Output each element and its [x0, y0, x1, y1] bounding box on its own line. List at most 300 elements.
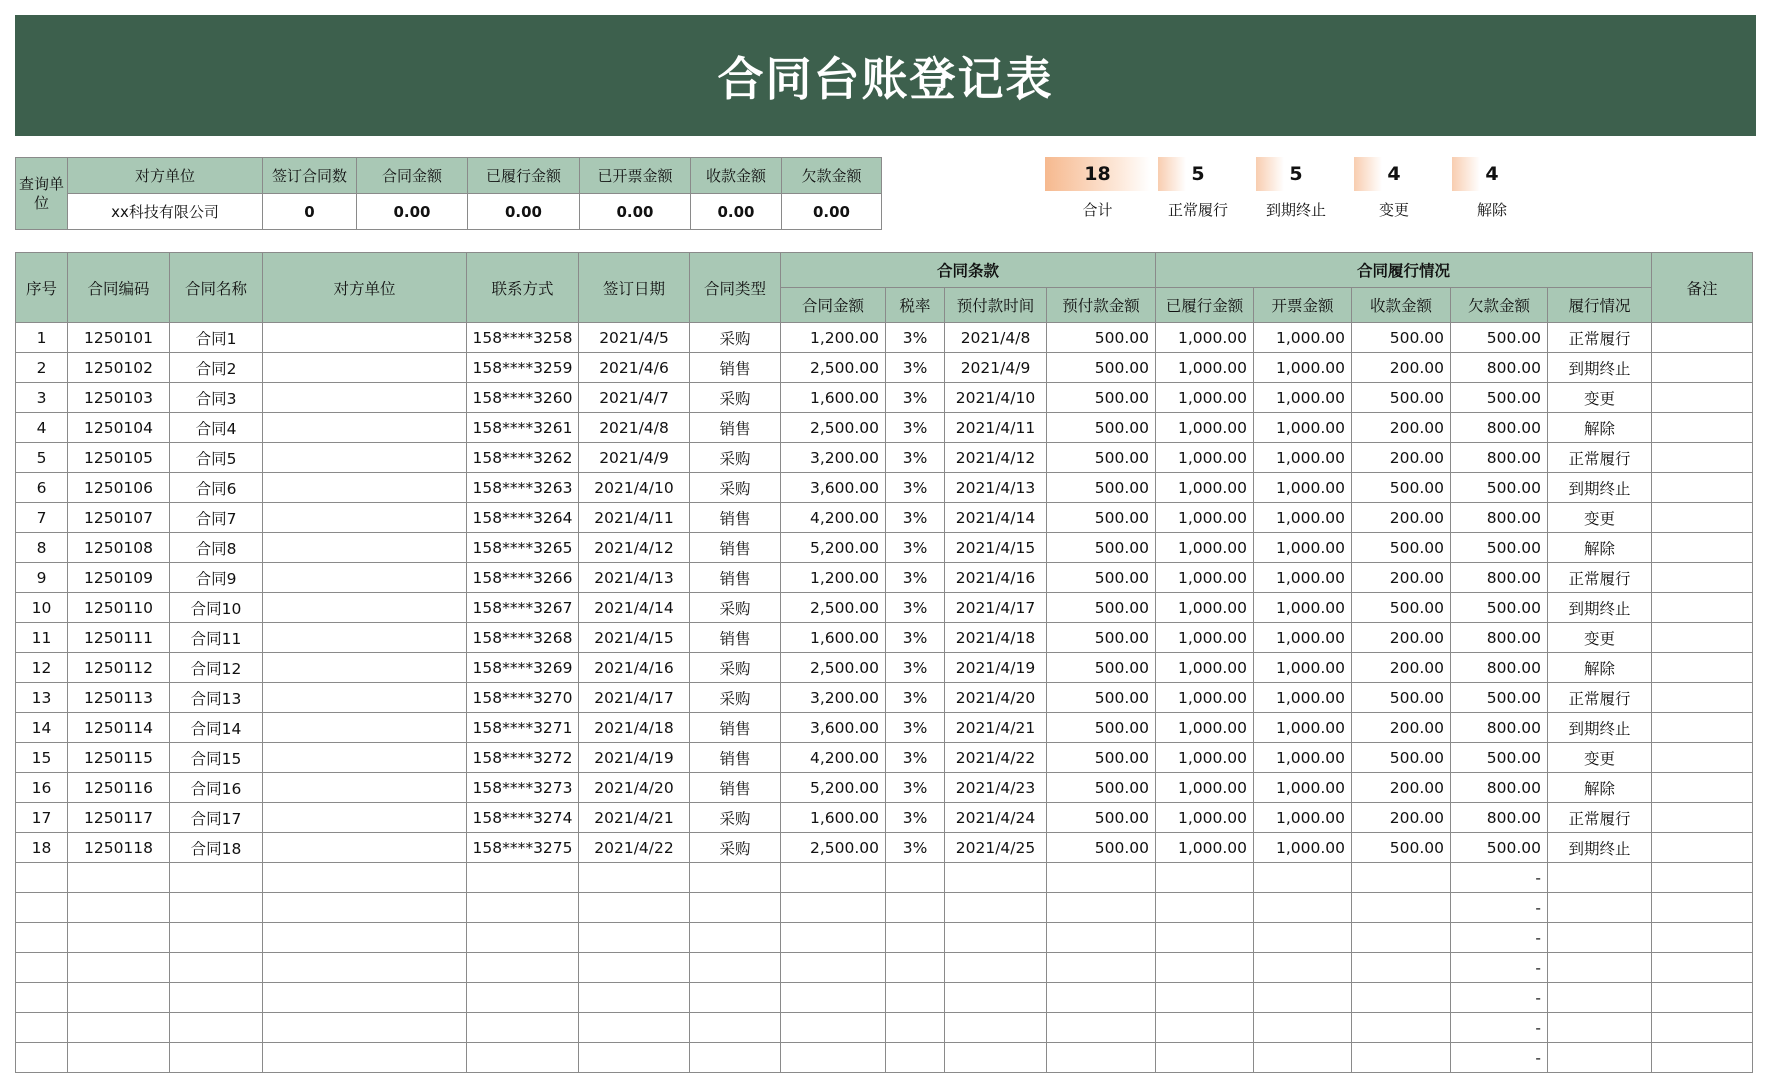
cell-contact[interactable]: 158****3265 [467, 533, 579, 563]
cell-prepay-amount[interactable] [1047, 893, 1156, 923]
query-party-select[interactable]: xx科技有限公司 [68, 194, 263, 230]
cell-party[interactable] [263, 833, 467, 863]
cell-code[interactable]: 1250116 [68, 773, 170, 803]
cell-date[interactable] [579, 863, 690, 893]
cell-type[interactable]: 销售 [690, 533, 781, 563]
cell-seq[interactable]: 3 [16, 383, 68, 413]
cell-date[interactable]: 2021/4/14 [579, 593, 690, 623]
cell-party[interactable] [263, 683, 467, 713]
cell-contact[interactable] [467, 953, 579, 983]
cell-invoiced[interactable]: 1,000.00 [1254, 623, 1352, 653]
cell-seq[interactable]: 12 [16, 653, 68, 683]
cell-prepay-time[interactable] [945, 953, 1047, 983]
cell-seq[interactable]: 4 [16, 413, 68, 443]
cell-invoiced[interactable]: 1,000.00 [1254, 683, 1352, 713]
cell-party[interactable] [263, 473, 467, 503]
cell-seq[interactable]: 16 [16, 773, 68, 803]
cell-performed[interactable]: 1,000.00 [1156, 323, 1254, 353]
cell-date[interactable]: 2021/4/6 [579, 353, 690, 383]
cell-status[interactable]: 正常履行 [1548, 443, 1652, 473]
cell-contact[interactable]: 158****3260 [467, 383, 579, 413]
cell-received[interactable]: 200.00 [1352, 443, 1451, 473]
cell-received[interactable]: 500.00 [1352, 743, 1451, 773]
cell-remark[interactable] [1652, 623, 1753, 653]
cell-contact[interactable]: 158****3269 [467, 653, 579, 683]
cell-remark[interactable] [1652, 413, 1753, 443]
cell-type[interactable]: 销售 [690, 713, 781, 743]
cell-remark[interactable] [1652, 383, 1753, 413]
cell-tax[interactable] [886, 923, 945, 953]
cell-status[interactable] [1548, 983, 1652, 1013]
cell-arrears[interactable]: - [1451, 983, 1548, 1013]
cell-received[interactable] [1352, 923, 1451, 953]
cell-contact[interactable] [467, 983, 579, 1013]
cell-contact[interactable]: 158****3274 [467, 803, 579, 833]
cell-party[interactable] [263, 1043, 467, 1073]
cell-code[interactable]: 1250114 [68, 713, 170, 743]
cell-arrears[interactable]: 800.00 [1451, 563, 1548, 593]
cell-amount[interactable]: 2,500.00 [781, 593, 886, 623]
cell-remark[interactable] [1652, 773, 1753, 803]
cell-prepay-time[interactable]: 2021/4/11 [945, 413, 1047, 443]
cell-date[interactable]: 2021/4/8 [579, 413, 690, 443]
cell-prepay-amount[interactable]: 500.00 [1047, 323, 1156, 353]
cell-name[interactable] [170, 893, 263, 923]
cell-invoiced[interactable]: 1,000.00 [1254, 563, 1352, 593]
cell-prepay-amount[interactable]: 500.00 [1047, 653, 1156, 683]
cell-contact[interactable] [467, 1013, 579, 1043]
cell-prepay-time[interactable]: 2021/4/21 [945, 713, 1047, 743]
cell-seq[interactable]: 1 [16, 323, 68, 353]
cell-remark[interactable] [1652, 593, 1753, 623]
cell-tax[interactable]: 3% [886, 743, 945, 773]
cell-date[interactable]: 2021/4/17 [579, 683, 690, 713]
cell-code[interactable]: 1250117 [68, 803, 170, 833]
cell-received[interactable] [1352, 863, 1451, 893]
cell-contact[interactable]: 158****3271 [467, 713, 579, 743]
cell-performed[interactable]: 1,000.00 [1156, 593, 1254, 623]
cell-type[interactable]: 销售 [690, 413, 781, 443]
cell-invoiced[interactable]: 1,000.00 [1254, 743, 1352, 773]
cell-name[interactable]: 合同15 [170, 743, 263, 773]
cell-date[interactable] [579, 1043, 690, 1073]
cell-type[interactable] [690, 863, 781, 893]
cell-status[interactable]: 正常履行 [1548, 323, 1652, 353]
cell-invoiced[interactable]: 1,000.00 [1254, 443, 1352, 473]
cell-code[interactable] [68, 1043, 170, 1073]
cell-amount[interactable] [781, 923, 886, 953]
cell-code[interactable] [68, 983, 170, 1013]
cell-seq[interactable]: 6 [16, 473, 68, 503]
cell-date[interactable]: 2021/4/20 [579, 773, 690, 803]
cell-arrears[interactable]: - [1451, 863, 1548, 893]
cell-type[interactable]: 采购 [690, 653, 781, 683]
cell-name[interactable]: 合同16 [170, 773, 263, 803]
cell-code[interactable]: 1250107 [68, 503, 170, 533]
cell-party[interactable] [263, 1013, 467, 1043]
cell-seq[interactable] [16, 1013, 68, 1043]
cell-party[interactable] [263, 593, 467, 623]
cell-amount[interactable]: 1,600.00 [781, 803, 886, 833]
cell-performed[interactable]: 1,000.00 [1156, 353, 1254, 383]
cell-prepay-amount[interactable]: 500.00 [1047, 713, 1156, 743]
cell-remark[interactable] [1652, 863, 1753, 893]
cell-prepay-amount[interactable]: 500.00 [1047, 593, 1156, 623]
cell-contact[interactable]: 158****3267 [467, 593, 579, 623]
cell-party[interactable] [263, 983, 467, 1013]
cell-prepay-amount[interactable]: 500.00 [1047, 803, 1156, 833]
cell-tax[interactable]: 3% [886, 623, 945, 653]
cell-prepay-time[interactable]: 2021/4/18 [945, 623, 1047, 653]
cell-prepay-amount[interactable]: 500.00 [1047, 443, 1156, 473]
cell-performed[interactable]: 1,000.00 [1156, 713, 1254, 743]
cell-name[interactable]: 合同3 [170, 383, 263, 413]
cell-prepay-time[interactable]: 2021/4/13 [945, 473, 1047, 503]
cell-amount[interactable] [781, 983, 886, 1013]
cell-received[interactable]: 200.00 [1352, 563, 1451, 593]
cell-status[interactable]: 正常履行 [1548, 683, 1652, 713]
cell-tax[interactable]: 3% [886, 833, 945, 863]
cell-code[interactable] [68, 953, 170, 983]
cell-tax[interactable]: 3% [886, 323, 945, 353]
cell-seq[interactable]: 5 [16, 443, 68, 473]
cell-remark[interactable] [1652, 353, 1753, 383]
cell-invoiced[interactable]: 1,000.00 [1254, 323, 1352, 353]
cell-performed[interactable] [1156, 983, 1254, 1013]
cell-code[interactable]: 1250108 [68, 533, 170, 563]
cell-seq[interactable]: 13 [16, 683, 68, 713]
cell-type[interactable]: 采购 [690, 803, 781, 833]
cell-amount[interactable]: 5,200.00 [781, 773, 886, 803]
cell-status[interactable] [1548, 1013, 1652, 1043]
cell-type[interactable]: 销售 [690, 503, 781, 533]
cell-name[interactable]: 合同2 [170, 353, 263, 383]
cell-type[interactable]: 采购 [690, 683, 781, 713]
cell-code[interactable]: 1250109 [68, 563, 170, 593]
cell-prepay-amount[interactable]: 500.00 [1047, 383, 1156, 413]
cell-status[interactable] [1548, 863, 1652, 893]
cell-code[interactable]: 1250106 [68, 473, 170, 503]
cell-performed[interactable]: 1,000.00 [1156, 653, 1254, 683]
cell-type[interactable] [690, 923, 781, 953]
cell-amount[interactable] [781, 893, 886, 923]
cell-seq[interactable]: 7 [16, 503, 68, 533]
cell-arrears[interactable]: 800.00 [1451, 623, 1548, 653]
cell-date[interactable] [579, 923, 690, 953]
cell-amount[interactable]: 1,200.00 [781, 563, 886, 593]
cell-status[interactable]: 变更 [1548, 743, 1652, 773]
cell-received[interactable]: 200.00 [1352, 503, 1451, 533]
cell-code[interactable]: 1250104 [68, 413, 170, 443]
cell-status[interactable] [1548, 953, 1652, 983]
cell-tax[interactable] [886, 863, 945, 893]
cell-prepay-time[interactable]: 2021/4/17 [945, 593, 1047, 623]
cell-prepay-time[interactable]: 2021/4/24 [945, 803, 1047, 833]
cell-seq[interactable] [16, 893, 68, 923]
cell-contact[interactable]: 158****3268 [467, 623, 579, 653]
cell-seq[interactable]: 17 [16, 803, 68, 833]
cell-arrears[interactable]: 800.00 [1451, 353, 1548, 383]
cell-amount[interactable]: 1,600.00 [781, 383, 886, 413]
cell-party[interactable] [263, 533, 467, 563]
cell-prepay-amount[interactable]: 500.00 [1047, 413, 1156, 443]
cell-received[interactable]: 500.00 [1352, 593, 1451, 623]
cell-amount[interactable]: 5,200.00 [781, 533, 886, 563]
cell-prepay-time[interactable] [945, 923, 1047, 953]
cell-seq[interactable] [16, 923, 68, 953]
cell-contact[interactable] [467, 1043, 579, 1073]
cell-invoiced[interactable] [1254, 923, 1352, 953]
cell-date[interactable]: 2021/4/11 [579, 503, 690, 533]
cell-name[interactable]: 合同5 [170, 443, 263, 473]
cell-amount[interactable]: 2,500.00 [781, 353, 886, 383]
cell-date[interactable] [579, 983, 690, 1013]
cell-date[interactable]: 2021/4/22 [579, 833, 690, 863]
cell-received[interactable]: 500.00 [1352, 383, 1451, 413]
cell-date[interactable] [579, 953, 690, 983]
cell-performed[interactable] [1156, 923, 1254, 953]
cell-date[interactable]: 2021/4/15 [579, 623, 690, 653]
cell-name[interactable]: 合同11 [170, 623, 263, 653]
cell-invoiced[interactable]: 1,000.00 [1254, 413, 1352, 443]
cell-arrears[interactable]: 800.00 [1451, 653, 1548, 683]
cell-amount[interactable] [781, 1013, 886, 1043]
cell-invoiced[interactable] [1254, 953, 1352, 983]
cell-remark[interactable] [1652, 653, 1753, 683]
cell-type[interactable]: 采购 [690, 473, 781, 503]
cell-remark[interactable] [1652, 953, 1753, 983]
cell-code[interactable]: 1250115 [68, 743, 170, 773]
cell-prepay-time[interactable]: 2021/4/15 [945, 533, 1047, 563]
cell-contact[interactable]: 158****3266 [467, 563, 579, 593]
cell-performed[interactable] [1156, 863, 1254, 893]
cell-arrears[interactable]: 500.00 [1451, 833, 1548, 863]
cell-remark[interactable] [1652, 683, 1753, 713]
cell-prepay-amount[interactable]: 500.00 [1047, 503, 1156, 533]
cell-contact[interactable]: 158****3262 [467, 443, 579, 473]
cell-contact[interactable] [467, 863, 579, 893]
cell-performed[interactable]: 1,000.00 [1156, 443, 1254, 473]
cell-received[interactable] [1352, 1013, 1451, 1043]
cell-type[interactable]: 销售 [690, 563, 781, 593]
cell-party[interactable] [263, 383, 467, 413]
cell-received[interactable]: 500.00 [1352, 833, 1451, 863]
cell-code[interactable]: 1250112 [68, 653, 170, 683]
cell-party[interactable] [263, 893, 467, 923]
cell-prepay-time[interactable]: 2021/4/9 [945, 353, 1047, 383]
cell-tax[interactable]: 3% [886, 593, 945, 623]
cell-remark[interactable] [1652, 743, 1753, 773]
cell-prepay-amount[interactable] [1047, 1043, 1156, 1073]
cell-seq[interactable]: 11 [16, 623, 68, 653]
cell-code[interactable]: 1250101 [68, 323, 170, 353]
cell-arrears[interactable]: 500.00 [1451, 743, 1548, 773]
cell-name[interactable]: 合同13 [170, 683, 263, 713]
cell-invoiced[interactable]: 1,000.00 [1254, 473, 1352, 503]
cell-tax[interactable]: 3% [886, 773, 945, 803]
cell-party[interactable] [263, 953, 467, 983]
cell-tax[interactable] [886, 893, 945, 923]
cell-status[interactable]: 变更 [1548, 623, 1652, 653]
cell-name[interactable]: 合同4 [170, 413, 263, 443]
cell-invoiced[interactable]: 1,000.00 [1254, 383, 1352, 413]
cell-tax[interactable]: 3% [886, 353, 945, 383]
cell-name[interactable]: 合同14 [170, 713, 263, 743]
cell-status[interactable]: 正常履行 [1548, 803, 1652, 833]
cell-remark[interactable] [1652, 833, 1753, 863]
cell-arrears[interactable]: 800.00 [1451, 803, 1548, 833]
cell-seq[interactable] [16, 1043, 68, 1073]
cell-invoiced[interactable] [1254, 1013, 1352, 1043]
cell-status[interactable]: 解除 [1548, 413, 1652, 443]
cell-type[interactable]: 采购 [690, 443, 781, 473]
cell-received[interactable]: 200.00 [1352, 713, 1451, 743]
cell-amount[interactable]: 3,600.00 [781, 473, 886, 503]
cell-party[interactable] [263, 563, 467, 593]
cell-party[interactable] [263, 443, 467, 473]
cell-tax[interactable]: 3% [886, 383, 945, 413]
cell-received[interactable]: 200.00 [1352, 653, 1451, 683]
cell-arrears[interactable]: 500.00 [1451, 683, 1548, 713]
cell-amount[interactable]: 1,200.00 [781, 323, 886, 353]
cell-invoiced[interactable]: 1,000.00 [1254, 833, 1352, 863]
cell-invoiced[interactable]: 1,000.00 [1254, 713, 1352, 743]
cell-status[interactable]: 解除 [1548, 653, 1652, 683]
cell-tax[interactable]: 3% [886, 683, 945, 713]
cell-amount[interactable]: 2,500.00 [781, 833, 886, 863]
cell-type[interactable] [690, 953, 781, 983]
cell-invoiced[interactable] [1254, 863, 1352, 893]
cell-prepay-time[interactable]: 2021/4/16 [945, 563, 1047, 593]
cell-prepay-time[interactable]: 2021/4/23 [945, 773, 1047, 803]
cell-contact[interactable] [467, 923, 579, 953]
cell-amount[interactable]: 2,500.00 [781, 413, 886, 443]
cell-arrears[interactable]: 500.00 [1451, 533, 1548, 563]
cell-code[interactable]: 1250118 [68, 833, 170, 863]
cell-amount[interactable]: 3,200.00 [781, 443, 886, 473]
cell-name[interactable]: 合同6 [170, 473, 263, 503]
cell-arrears[interactable]: - [1451, 893, 1548, 923]
cell-prepay-time[interactable]: 2021/4/14 [945, 503, 1047, 533]
cell-party[interactable] [263, 353, 467, 383]
cell-arrears[interactable]: 500.00 [1451, 593, 1548, 623]
cell-type[interactable]: 销售 [690, 773, 781, 803]
cell-prepay-time[interactable]: 2021/4/20 [945, 683, 1047, 713]
cell-name[interactable]: 合同10 [170, 593, 263, 623]
cell-seq[interactable]: 14 [16, 713, 68, 743]
cell-performed[interactable]: 1,000.00 [1156, 563, 1254, 593]
cell-status[interactable]: 解除 [1548, 533, 1652, 563]
cell-arrears[interactable]: 800.00 [1451, 503, 1548, 533]
cell-prepay-amount[interactable] [1047, 863, 1156, 893]
cell-amount[interactable] [781, 953, 886, 983]
cell-code[interactable]: 1250102 [68, 353, 170, 383]
cell-arrears[interactable]: 500.00 [1451, 383, 1548, 413]
cell-contact[interactable]: 158****3261 [467, 413, 579, 443]
cell-amount[interactable]: 4,200.00 [781, 743, 886, 773]
cell-prepay-amount[interactable] [1047, 983, 1156, 1013]
cell-received[interactable] [1352, 893, 1451, 923]
cell-remark[interactable] [1652, 803, 1753, 833]
cell-remark[interactable] [1652, 893, 1753, 923]
cell-arrears[interactable]: 800.00 [1451, 773, 1548, 803]
cell-prepay-amount[interactable]: 500.00 [1047, 743, 1156, 773]
cell-name[interactable] [170, 1043, 263, 1073]
cell-amount[interactable] [781, 1043, 886, 1073]
cell-prepay-time[interactable]: 2021/4/22 [945, 743, 1047, 773]
cell-status[interactable]: 到期终止 [1548, 833, 1652, 863]
cell-name[interactable] [170, 863, 263, 893]
cell-prepay-time[interactable] [945, 1013, 1047, 1043]
cell-status[interactable] [1548, 893, 1652, 923]
cell-type[interactable] [690, 1013, 781, 1043]
cell-date[interactable]: 2021/4/21 [579, 803, 690, 833]
cell-received[interactable]: 500.00 [1352, 323, 1451, 353]
cell-party[interactable] [263, 503, 467, 533]
cell-invoiced[interactable]: 1,000.00 [1254, 653, 1352, 683]
cell-prepay-amount[interactable]: 500.00 [1047, 563, 1156, 593]
cell-contact[interactable]: 158****3270 [467, 683, 579, 713]
cell-invoiced[interactable] [1254, 1043, 1352, 1073]
cell-invoiced[interactable]: 1,000.00 [1254, 593, 1352, 623]
cell-type[interactable]: 采购 [690, 383, 781, 413]
cell-amount[interactable]: 3,200.00 [781, 683, 886, 713]
cell-prepay-amount[interactable] [1047, 1013, 1156, 1043]
cell-performed[interactable]: 1,000.00 [1156, 413, 1254, 443]
cell-remark[interactable] [1652, 713, 1753, 743]
cell-prepay-amount[interactable]: 500.00 [1047, 623, 1156, 653]
cell-performed[interactable]: 1,000.00 [1156, 683, 1254, 713]
cell-remark[interactable] [1652, 563, 1753, 593]
cell-prepay-amount[interactable]: 500.00 [1047, 683, 1156, 713]
cell-tax[interactable]: 3% [886, 563, 945, 593]
cell-prepay-time[interactable]: 2021/4/25 [945, 833, 1047, 863]
cell-amount[interactable] [781, 863, 886, 893]
cell-party[interactable] [263, 773, 467, 803]
cell-status[interactable] [1548, 923, 1652, 953]
cell-tax[interactable] [886, 1013, 945, 1043]
cell-type[interactable]: 销售 [690, 623, 781, 653]
cell-seq[interactable] [16, 983, 68, 1013]
cell-invoiced[interactable]: 1,000.00 [1254, 533, 1352, 563]
cell-prepay-time[interactable]: 2021/4/10 [945, 383, 1047, 413]
cell-name[interactable] [170, 1013, 263, 1043]
cell-party[interactable] [263, 323, 467, 353]
cell-seq[interactable]: 10 [16, 593, 68, 623]
cell-received[interactable]: 200.00 [1352, 803, 1451, 833]
cell-performed[interactable]: 1,000.00 [1156, 533, 1254, 563]
cell-contact[interactable] [467, 893, 579, 923]
cell-arrears[interactable]: 500.00 [1451, 323, 1548, 353]
cell-status[interactable]: 到期终止 [1548, 593, 1652, 623]
cell-received[interactable] [1352, 1043, 1451, 1073]
cell-prepay-amount[interactable] [1047, 953, 1156, 983]
cell-seq[interactable]: 15 [16, 743, 68, 773]
cell-tax[interactable]: 3% [886, 803, 945, 833]
cell-status[interactable]: 解除 [1548, 773, 1652, 803]
cell-date[interactable]: 2021/4/18 [579, 713, 690, 743]
cell-prepay-amount[interactable]: 500.00 [1047, 353, 1156, 383]
cell-remark[interactable] [1652, 533, 1753, 563]
cell-status[interactable]: 变更 [1548, 383, 1652, 413]
cell-seq[interactable] [16, 863, 68, 893]
cell-party[interactable] [263, 653, 467, 683]
cell-prepay-amount[interactable] [1047, 923, 1156, 953]
cell-seq[interactable]: 2 [16, 353, 68, 383]
cell-seq[interactable]: 18 [16, 833, 68, 863]
cell-code[interactable]: 1250103 [68, 383, 170, 413]
cell-tax[interactable]: 3% [886, 713, 945, 743]
